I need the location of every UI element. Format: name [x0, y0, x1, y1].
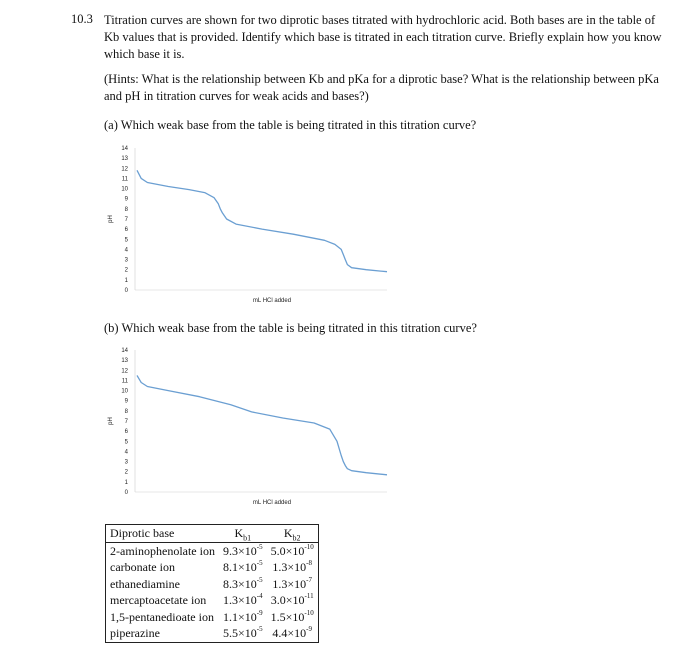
y-tick-label: 8 [124, 206, 128, 213]
y-tick-label: 12 [121, 166, 128, 173]
base-name: 2-aminophenolate ion [110, 543, 215, 558]
base-name: ethanediamine [110, 576, 180, 591]
titration-chart-a [105, 140, 395, 310]
part-b-question: (b) Which weak base from the table is being titrated in this titration curve? [104, 321, 477, 335]
kb-table-header [106, 525, 319, 543]
y-tick-label: 14 [121, 348, 128, 354]
y-tick-label: 11 [121, 378, 128, 385]
header-kb2: $K_{b2}$ [267, 525, 319, 543]
y-tick-label: 4 [124, 449, 128, 456]
kb2-value: $4.4\times 10^{-9}$ [272, 625, 312, 640]
question-hints: (Hints: What is the relationship between Kb and pKa for a diprotic base? What is the relationship between pKa and pH in titration curves for weak acids and bases?) [104, 72, 659, 103]
kb-table-row [106, 542, 319, 559]
kb-table-row [106, 559, 319, 576]
x-axis-label: mL HCl added [252, 500, 292, 506]
titration-chart-a-svg [105, 140, 395, 310]
kb-table-row [106, 592, 319, 609]
kb-table-row [106, 576, 319, 593]
y-tick-label: 7 [124, 419, 128, 425]
base-name: piperazine [110, 626, 160, 640]
base-name: carbonate ion [110, 560, 175, 574]
y-tick-label: 1 [124, 479, 128, 486]
y-tick-label: 13 [121, 358, 128, 365]
y-tick-label: 3 [124, 257, 128, 264]
y-tick-label: 10 [121, 388, 128, 395]
y-tick-label: 3 [124, 459, 128, 466]
y-tick-label: 9 [124, 196, 128, 203]
titration-chart-b [105, 342, 395, 512]
part-a-question: (a) Which weak base from the table is being titrated in this titration curve? [104, 118, 477, 132]
y-tick-label: 5 [124, 237, 128, 244]
kb2-value: $3.0\times 10^{-11}$ [270, 592, 314, 607]
kb2-value: $1.3\times 10^{-7}$ [272, 575, 312, 591]
y-tick-label: 2 [124, 267, 128, 274]
kb1-value: $1.1\times 10^{-9}$ [222, 608, 263, 624]
kb1-value: $8.3\times 10^{-5}$ [222, 575, 263, 591]
kb1-value: $1.3\times 10^{-4}$ [222, 592, 263, 607]
y-tick-label: 11 [121, 176, 128, 183]
kb-table-row [106, 609, 319, 626]
y-tick-label: 8 [124, 408, 128, 415]
titration-chart-b-svg [105, 342, 395, 512]
kb1-value: $5.5\times 10^{-5}$ [222, 625, 263, 640]
y-tick-label: 6 [124, 429, 128, 436]
x-axis-label: mL HCl added [252, 298, 292, 304]
header-kb1: $K_{b1}$ [219, 525, 267, 543]
question-intro: Titration curves are shown for two diprotic bases titrated with hydrochloric acid. Both bases are in the table of Kb values that is provided. Identify which base is titrated in each titration curve. Briefly explain how you know which base it is. [104, 13, 662, 61]
y-tick-label: 10 [121, 186, 128, 193]
y-tick-label: 2 [124, 469, 128, 476]
y-tick-label: 9 [124, 398, 128, 405]
titration-curve-line [137, 375, 387, 474]
y-tick-label: 0 [124, 288, 128, 294]
kb-table-row [106, 625, 319, 642]
y-tick-label: 1 [124, 277, 128, 284]
kb2-value: $1.3\times 10^{-8}$ [272, 559, 312, 574]
header-base: Diprotic base [106, 525, 219, 543]
kb2-value: $1.5\times 10^{-10}$ [270, 608, 314, 624]
kb1-value: $8.1\times 10^{-5}$ [222, 559, 263, 574]
y-tick-label: 5 [124, 439, 128, 446]
question-number: 10.3 [71, 12, 93, 26]
y-axis-label: pH [108, 417, 114, 425]
y-tick-label: 0 [124, 490, 128, 496]
base-name: 1,5-pentanedioate ion [110, 609, 214, 624]
kb1-value: $9.3\times 10^{-5}$ [222, 542, 263, 558]
y-tick-label: 6 [124, 227, 128, 234]
y-tick-label: 7 [124, 217, 128, 223]
y-tick-label: 12 [121, 368, 128, 375]
y-tick-label: 14 [121, 146, 128, 152]
y-axis-label: pH [108, 215, 114, 223]
y-tick-label: 4 [124, 247, 128, 254]
kb-table [105, 524, 319, 643]
titration-curve-line [137, 170, 387, 271]
y-tick-label: 13 [121, 156, 128, 163]
base-name: mercaptoacetate ion [110, 593, 207, 607]
kb2-value: $5.0\times 10^{-10}$ [270, 542, 314, 558]
